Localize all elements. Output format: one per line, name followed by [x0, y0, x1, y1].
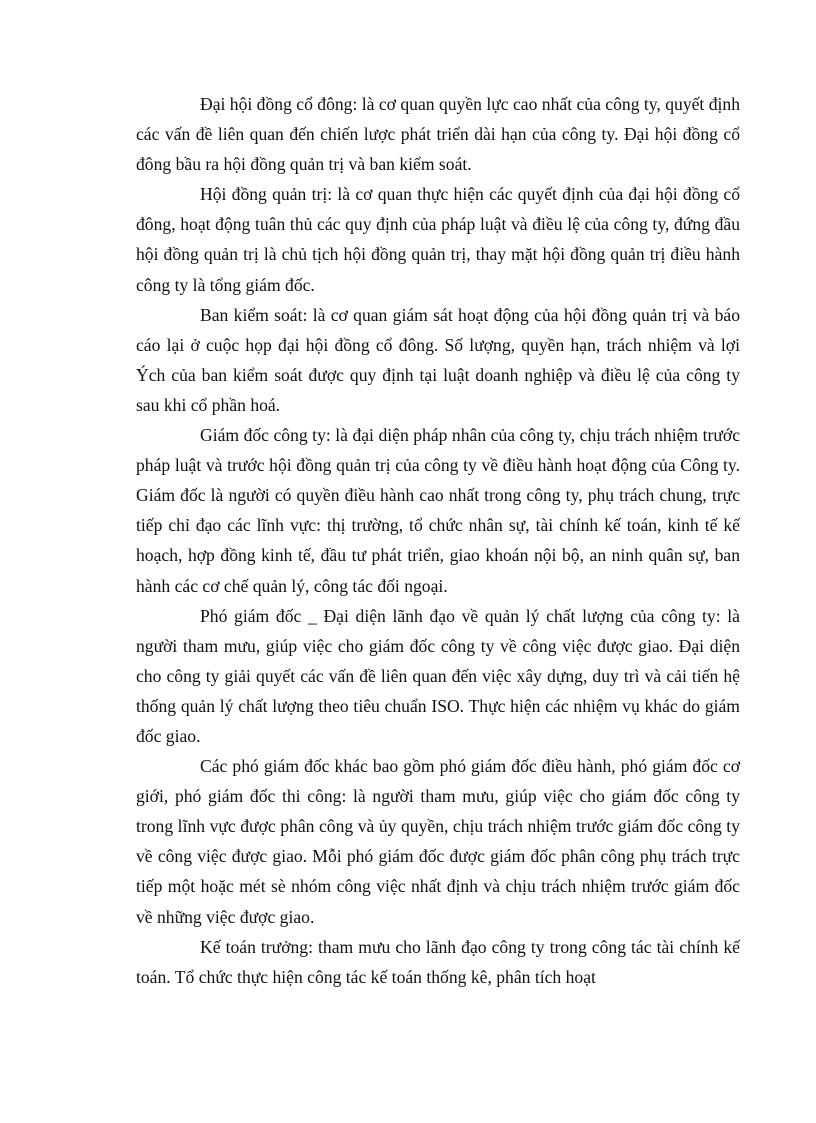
paragraph-supervisory-board: Ban kiểm soát: là cơ quan giám sát hoạt động của hội đồng quản trị và báo cáo lại ở cuộc họp đại hội đồng cổ đông. Số lượng, quyền hạn, trách nhiệm và lợi Ých của ban kiểm soát được quy định tại luật doanh nghiệp và điều lệ của công ty sau khi cổ phần hoá.	[136, 304, 740, 415]
document-page	[136, 89, 740, 992]
paragraph-board-of-directors: Hội đồng quản trị: là cơ quan thực hiện các quyết định của đại hội đồng cổ đông, hoạt động tuân thủ các quy định của pháp luật và điều lệ của công ty, đứng đầu hội đồng quản trị là chủ tịch hội đồng quản trị, thay mặt hội đồng quản trị điều hành công ty là tổng giám đốc.	[136, 184, 740, 295]
paragraph-other-deputy-directors: Các phó giám đốc khác bao gồm phó giám đốc điều hành, phó giám đốc cơ giới, phó giám đốc thi công: là người tham mưu, giúp việc cho giám đốc công ty trong lĩnh vực được phân công và ủy quyền, chịu trách nhiệm trước giám đốc công ty về công việc được giao. Mỗi phó giám đốc được giám đốc phân công phụ trách trực tiếp một hoặc mét sè nhóm công việc nhất định và chịu trách nhiệm trước giám đốc về những việc được giao.	[136, 756, 740, 927]
paragraph-company-director: Giám đốc công ty: là đại diện pháp nhân của công ty, chịu trách nhiệm trước pháp luật và trước hội đồng quản trị của công ty về điều hành hoạt động của Công ty. Giám đốc là người có quyền điều hành cao nhất trong công ty, phụ trách chung, trực tiếp chỉ đạo các lĩnh vực: thị trường, tổ chức nhân sự, tài chính kế toán, kinh tế kế hoạch, hợp đồng kinh tế, đầu tư phát triển, giao khoán nội bộ, an ninh quân sự, ban hành các cơ chế quản lý, công tác đối ngoại.	[136, 425, 740, 596]
paragraph-chief-accountant: Kế toán trưởng: tham mưu cho lãnh đạo công ty trong công tác tài chính kế toán. Tổ chức thực hiện công tác kế toán thống kê, phân tích hoạt	[136, 936, 740, 987]
paragraph-deputy-director-quality: Phó giám đốc _ Đại diện lãnh đạo về quản lý chất lượng của công ty: là người tham mưu, giúp việc cho giám đốc công ty về công việc được giao. Đại diện cho công ty giải quyết các vấn đề liên quan đến việc xây dựng, duy trì và cải tiến hệ thống quản lý chất lượng theo tiêu chuẩn ISO. Thực hiện các nhiệm vụ khác do giám đốc giao.	[136, 605, 740, 746]
paragraph-shareholders-meeting: Đại hội đồng cổ đông: là cơ quan quyền lực cao nhất của công ty, quyết định các vấn đề liên quan đến chiến lược phát triển dài hạn của công ty. Đại hội đồng cổ đông bầu ra hội đồng quản trị và ban kiểm soát.	[136, 94, 740, 175]
